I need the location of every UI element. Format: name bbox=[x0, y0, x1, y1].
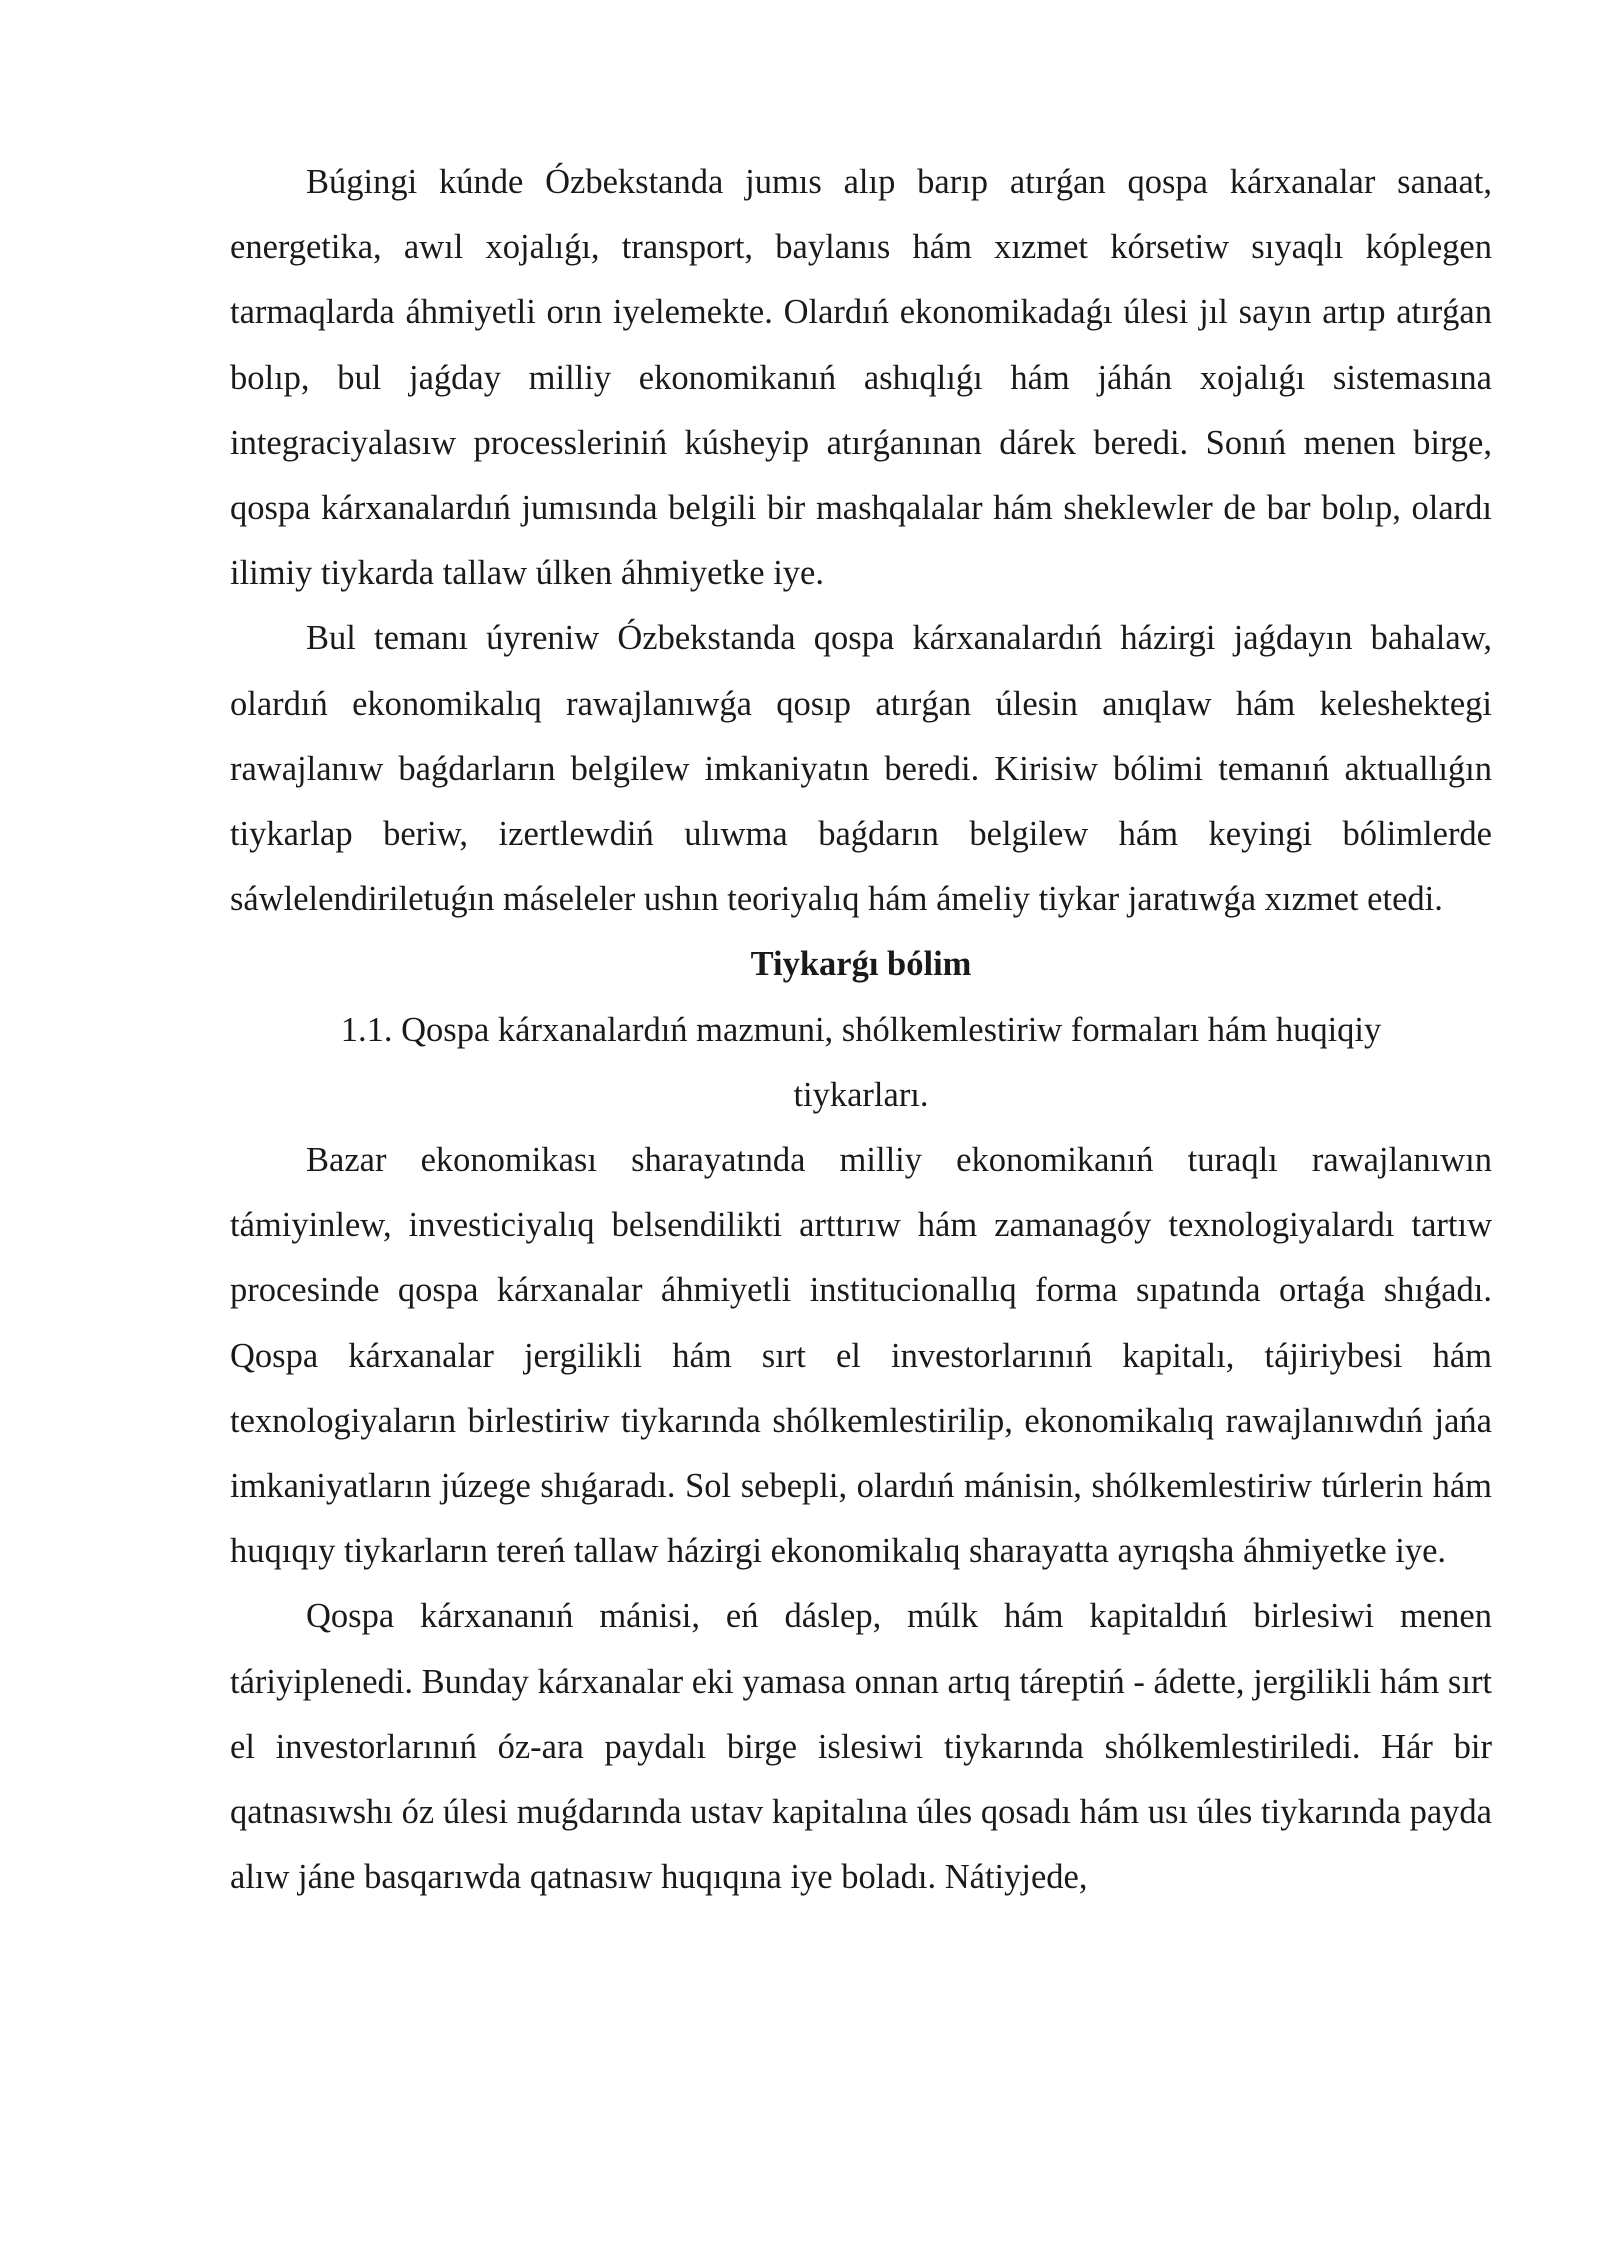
document-body bbox=[230, 150, 1492, 1910]
paragraph-intro-1: Búgingi kúnde Ózbekstanda jumıs alıp barıp atırǵan qospa kárxanalar sanaat, energetika, awıl xojalıǵı, transport, baylanıs hám xızmet kórsetiw sıyaqlı kóplegen tarmaqlarda áhmiyetli orın iyelemekte. Olardıń ekonomikadaǵı úlesi jıl sayın artıp atırǵan bolıp, bul jaǵday milliy ekonomikanıń ashıqlıǵı hám jáhán xojalıǵı sistemasına integraciyalasıw processleriniń kúsheyip atırǵanınan dárek beredi. Sonıń menen birge, qospa kárxanalardıń jumısında belgili bir mashqalalar hám sheklewler de bar bolıp, olardı ilimiy tiykarda tallaw úlken áhmiyetke iye. bbox=[230, 163, 1492, 593]
section-title: Tiykarǵı bólim bbox=[750, 945, 972, 984]
subsection-title: 1.1. Qospa kárxanalardıń mazmuni, shólkemlestiriw formaları hám huqiqiy tiykarları. bbox=[340, 1010, 1382, 1114]
paragraph-main-2: Qospa kárxananıń mánisi, eń dáslep, múlk hám kapitaldıń birlesiwi menen táriyiplenedi. Bunday kárxanalar eki yamasa onnan artıq táreptiń - ádette, jergilikli hám sırt el investorlarınıń óz-ara paydalı birge islesiwi tiykarında shólkemlestiriledi. Hár bir qatnasıwshı óz úlesi muǵdarında ustav kapitalına úles qosadı hám usı úles tiykarında payda alıw jáne basqarıwda qatnasıw huqıqına iye boladı. Nátiyjede, bbox=[230, 1597, 1493, 1897]
paragraph-intro-2: Bul temanı úyreniw Ózbekstanda qospa kárxanalardıń házirgi jaǵdayın bahalaw, olardıń ekonomikalıq rawajlanıwǵa qosıp atırǵan úlesin anıqlaw hám keleshektegi rawajlanıw baǵdarların belgilew imkaniyatın beredi. Kirisiw bólimi temanıń aktuallıǵın tiykarlap beriw, izertlewdiń ulıwma baǵdarın belgilew hám keyingi bólimlerde sáwlelendiriletuǵın máseleler ushın teoriyalıq hám ámeliy tiykar jaratıwǵa xızmet etedi. bbox=[230, 619, 1492, 919]
paragraph-main-1: Bazar ekonomikası sharayatında milliy ekonomikanıń turaqlı rawajlanıwın támiyinlew, investiciyalıq belsendilikti arttırıw hám zamanagóy texnologiyalardı tartıw procesinde qospa kárxanalar áhmiyetli institucionallıq forma sıpatında ortaǵa shıǵadı. Qospa kárxanalar jergilikli hám sırt el investorlarınıń kapitalı, tájiriybesi hám texnologiyaların birlestiriw tiykarında shólkemlestirilip, ekonomikalıq rawajlanıwdıń jańa imkaniyatların júzege shıǵaradı. Sol sebepli, olardıń mánisin, shólkemlestiriw túrlerin hám huqıqıy tiykarların tereń tallaw házirgi ekonomikalıq sharayatta ayrıqsha áhmiyetke iye. bbox=[230, 1141, 1492, 1571]
